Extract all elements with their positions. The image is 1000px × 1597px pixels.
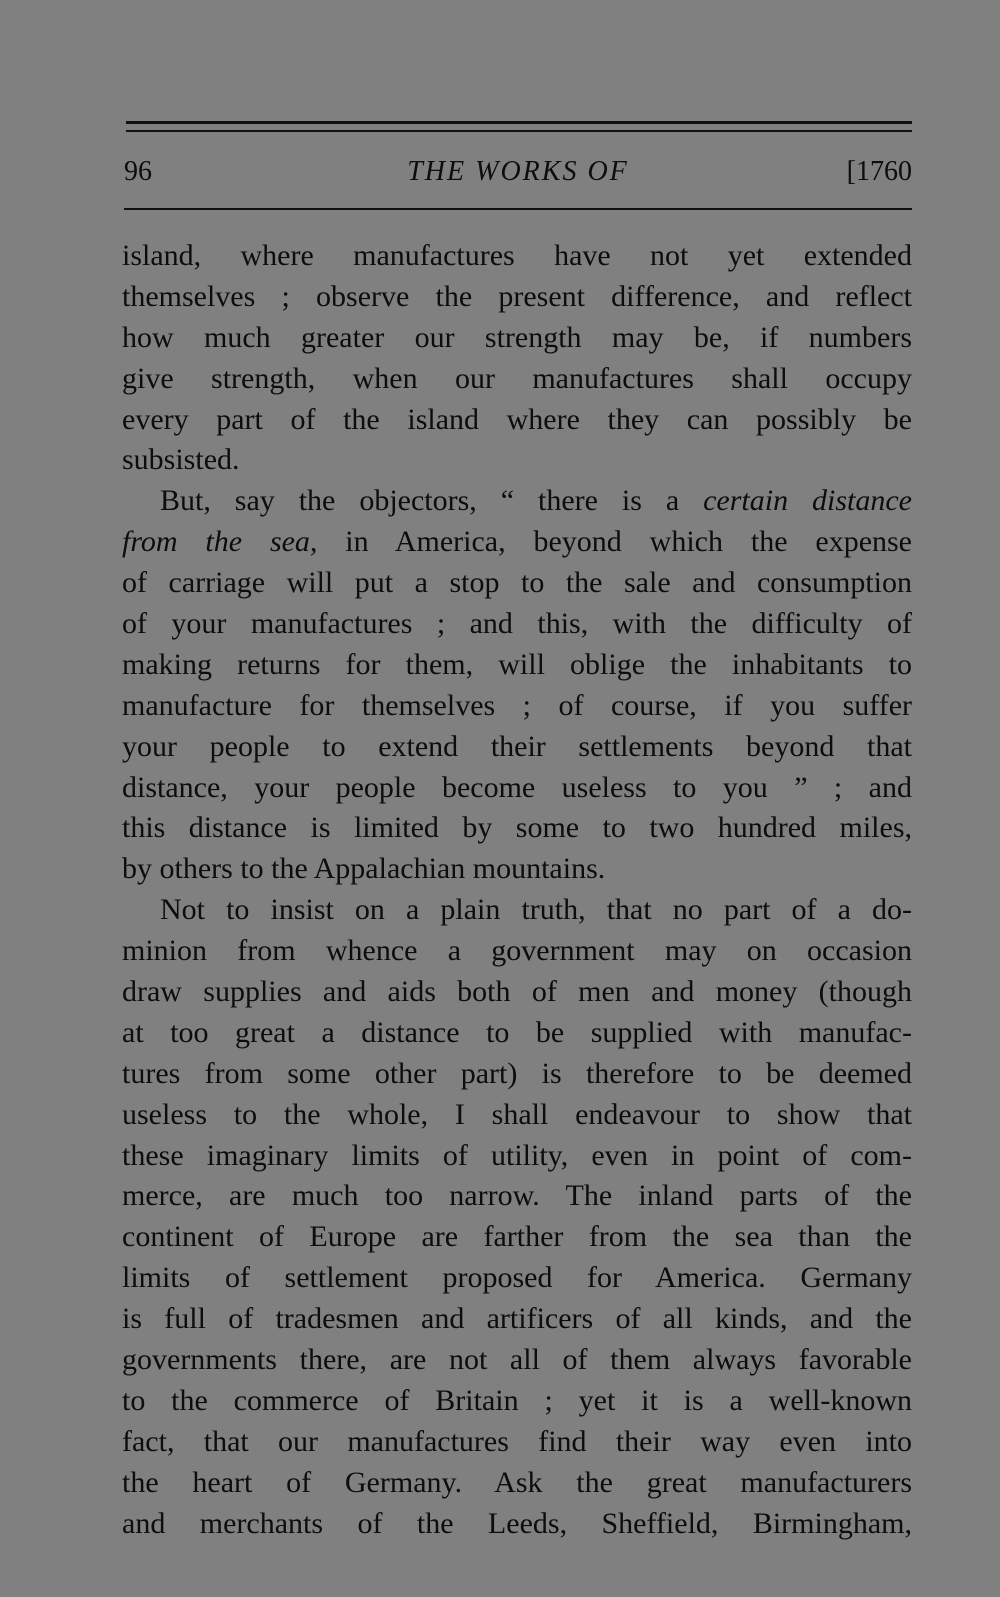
line-text: manufacture for themselves ; of course, if you suffer: [122, 688, 912, 722]
line-text: island, where manufactures have not yet extended: [122, 239, 912, 272]
text-line: [122, 359, 912, 400]
text-line: [122, 972, 912, 1013]
text-line: [122, 1095, 912, 1136]
text-line: [122, 1299, 912, 1340]
line-text: in America, beyond which the expense: [317, 525, 912, 559]
running-head: [124, 152, 912, 192]
text-line: [122, 604, 912, 645]
line-text: governments there, are not all of them always favorable: [122, 1343, 912, 1377]
line-text: the heart of Germany. Ask the great manufacturers: [122, 1465, 912, 1499]
line-text: subsisted.: [122, 443, 240, 477]
text-line: [122, 808, 912, 849]
text-line: [122, 522, 912, 563]
line-text: every part of the island where they can possibly be: [122, 402, 912, 436]
body-text: [122, 236, 912, 1545]
text-line: [122, 645, 912, 686]
line-text: making returns for them, will oblige the inhabitants to: [122, 647, 912, 681]
top-rule-inner: [126, 130, 912, 132]
text-line: [122, 1422, 912, 1463]
line-text: merce, are much too narrow. The inland parts of the: [122, 1179, 912, 1213]
text-line: [122, 849, 912, 890]
line-text: these imaginary limits of utility, even in point of com-: [122, 1138, 912, 1172]
text-line: [122, 1258, 912, 1299]
line-text: draw supplies and aids both of men and money (though: [122, 975, 912, 1009]
text-line: [122, 1054, 912, 1095]
italic-text: certain distance: [703, 484, 912, 518]
line-text: this distance is limited by some to two hundred miles,: [122, 811, 912, 845]
text-line: [122, 890, 912, 931]
line-text: of carriage will put a stop to the sale and consumption: [122, 566, 912, 600]
line-text: is full of tradesmen and artificers of all kinds, and the: [122, 1302, 912, 1336]
text-line: [122, 686, 912, 727]
text-line: [122, 1381, 912, 1422]
text-line: [122, 481, 912, 522]
text-line: [122, 931, 912, 972]
text-line: [122, 236, 912, 277]
text-line: [122, 563, 912, 604]
top-rule: [126, 121, 912, 124]
text-line: [122, 1463, 912, 1504]
text-line: [122, 318, 912, 359]
text-line: [122, 1504, 912, 1545]
text-line: [122, 1176, 912, 1217]
line-text: minion from whence a government may on occasion: [122, 934, 912, 968]
text-line: [122, 440, 912, 481]
line-text: your people to extend their settlements beyond that: [122, 729, 912, 763]
line-text: to the commerce of Britain ; yet it is a well-known: [122, 1383, 912, 1417]
line-text: at too great a distance to be supplied with manufac-: [122, 1015, 912, 1049]
text-line: [122, 1340, 912, 1381]
running-year: [1760: [846, 156, 912, 187]
line-text: tures from some other part) is therefore to be deemed: [122, 1056, 912, 1090]
text-line: [122, 1136, 912, 1177]
text-line: [122, 277, 912, 318]
line-text: of your manufactures ; and this, with the difficulty of: [122, 607, 912, 641]
text-line: [122, 400, 912, 441]
running-title: THE WORKS OF: [407, 156, 629, 187]
page-number: 96: [124, 156, 152, 187]
line-text: limits of settlement proposed for America. Germany: [122, 1261, 912, 1295]
line-text: useless to the whole, I shall endeavour to show that: [122, 1097, 912, 1131]
italic-text: from the sea,: [122, 525, 318, 559]
header-rule: [124, 208, 912, 210]
line-text: themselves ; observe the present difference, and reflect: [122, 279, 912, 313]
line-text: and merchants of the Leeds, Sheffield, Birmingham,: [122, 1506, 912, 1540]
line-text: continent of Europe are farther from the sea than the: [122, 1220, 912, 1254]
text-line: [122, 1013, 912, 1054]
text-line: [122, 768, 912, 809]
line-text: by others to the Appalachian mountains.: [122, 852, 606, 886]
text-line: [122, 1217, 912, 1258]
line-text: But, say the objectors, “ there is a: [160, 484, 704, 518]
line-text: how much greater our strength may be, if numbers: [122, 320, 912, 354]
line-text: fact, that our manufactures find their way even into: [122, 1424, 912, 1458]
line-text: give strength, when our manufactures shall occupy: [122, 361, 912, 395]
text-line: [122, 727, 912, 768]
line-text: distance, your people become useless to you ” ; and: [122, 770, 912, 804]
line-text: Not to insist on a plain truth, that no part of a do-: [160, 893, 912, 927]
